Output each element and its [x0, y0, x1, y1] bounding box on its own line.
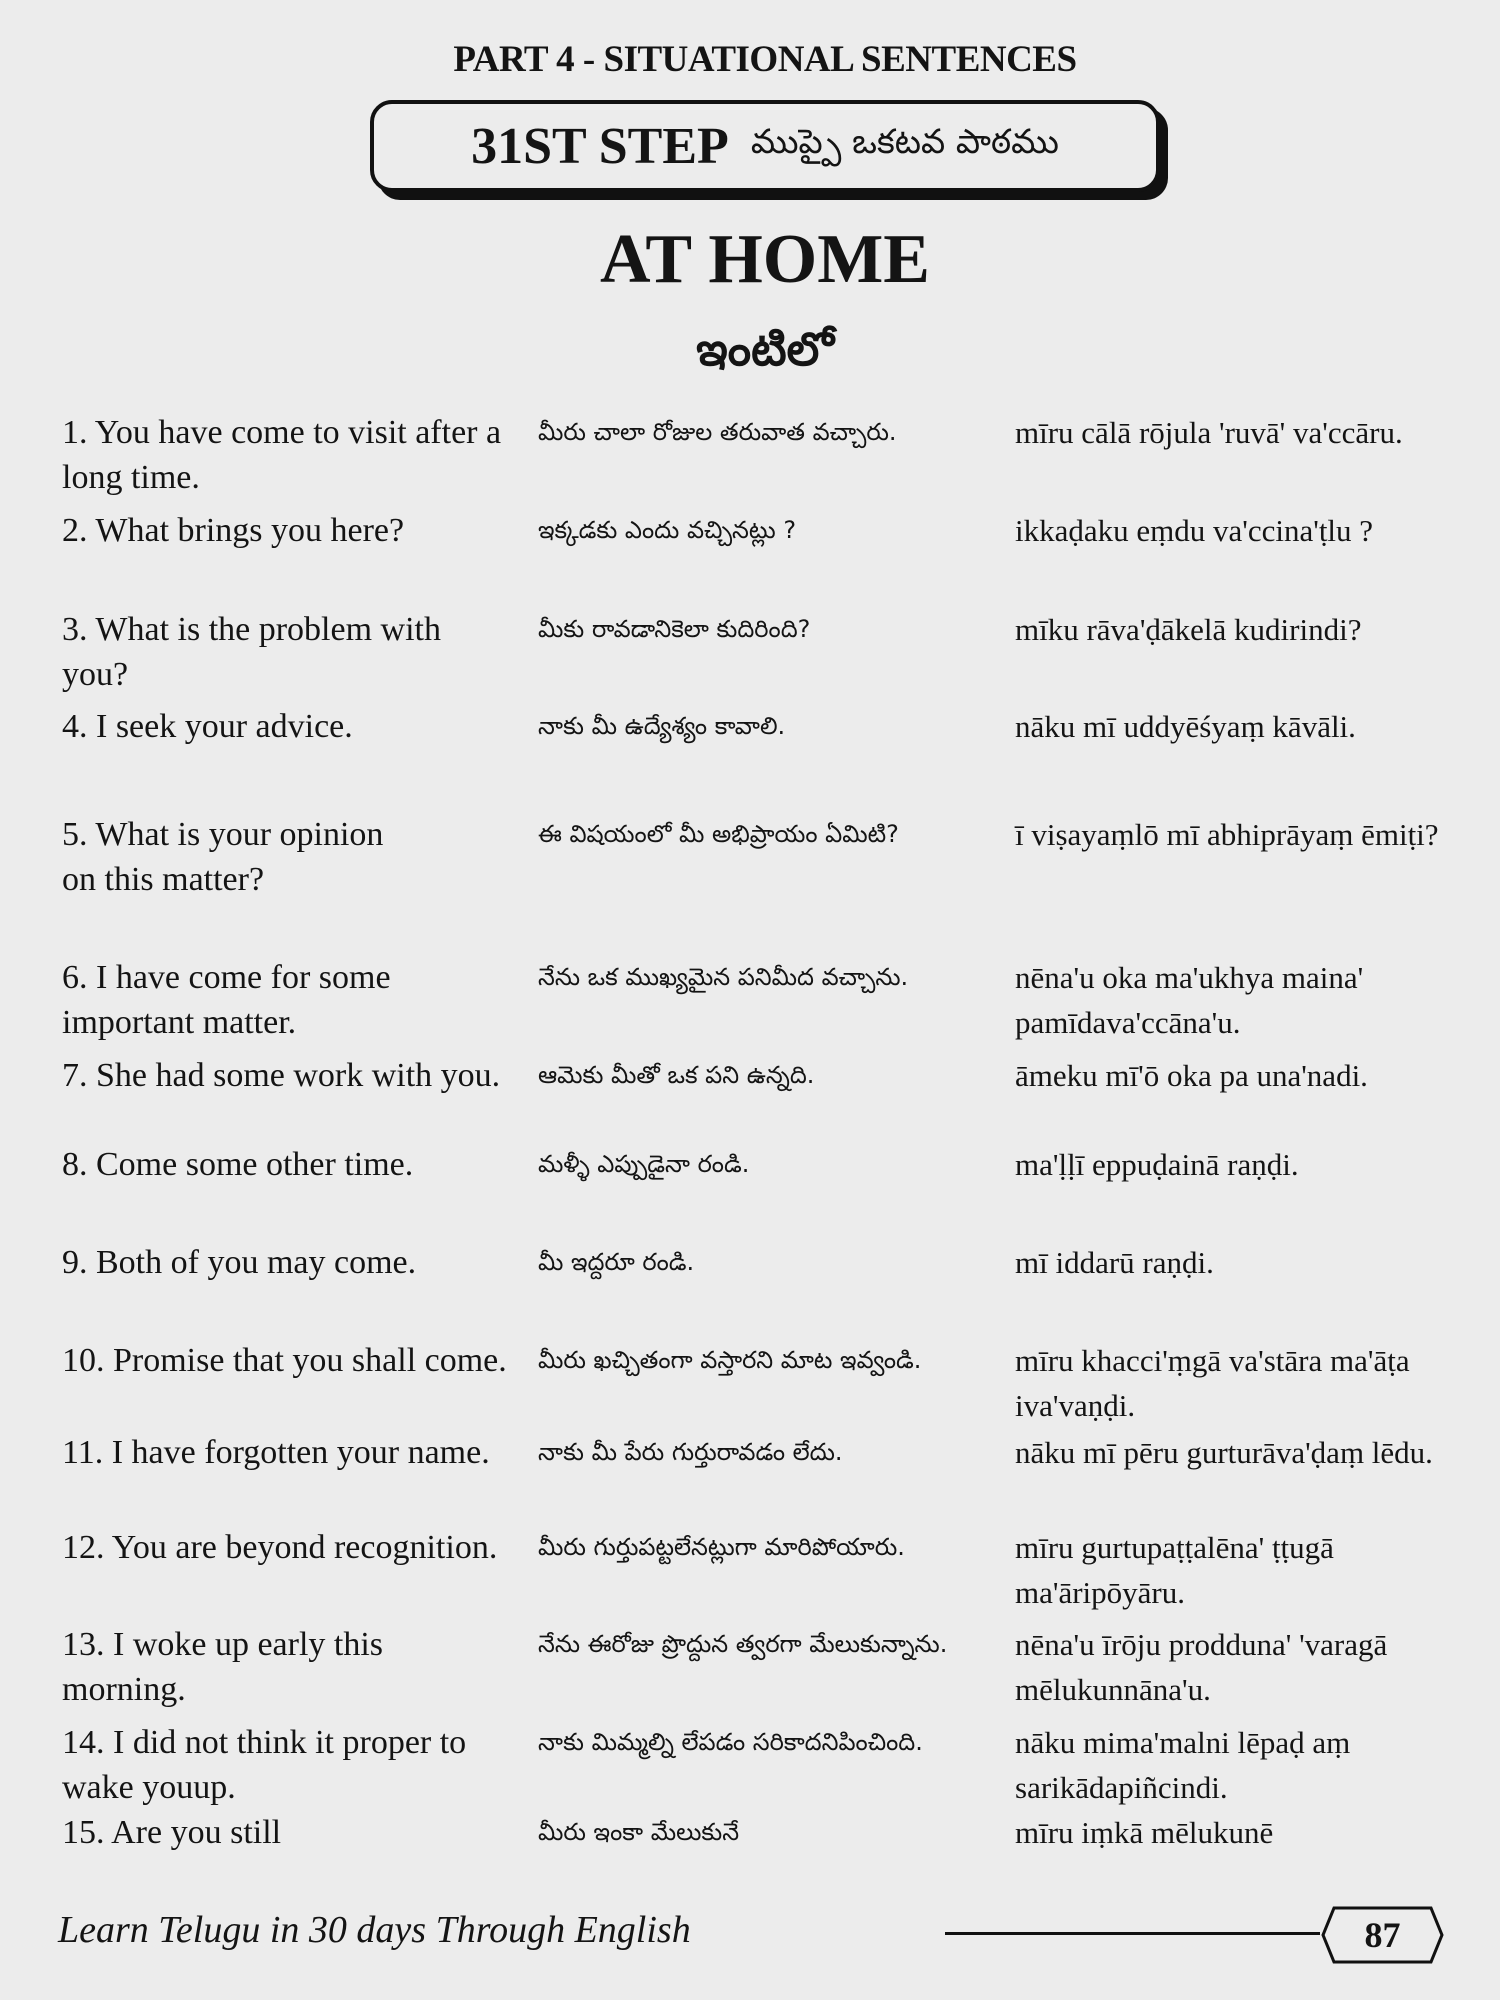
telugu-sentence: మీకు రావడానికెలా కుదిరింది? [538, 615, 811, 643]
english-sentence: 8. Come some other time. [62, 1146, 414, 1183]
english-sentence: 14. I did not think it proper to wake youup. [62, 1724, 467, 1806]
step-label: 31ST STEP [471, 117, 729, 175]
telugu-sentence: నాకు మీ ఉద్యేశ్యం కావాలి. [538, 712, 786, 740]
telugu-sentence: మీరు ఖచ్చితంగా వస్తారని మాట ఇవ్వండి. [538, 1346, 922, 1374]
telugu-sentence: నాకు మీ పేరు గుర్తురావడం లేదు. [538, 1438, 843, 1466]
telugu-sentence: మీరు చాలా రోజుల తరువాత వచ్చారు. [538, 418, 897, 446]
transliteration: mīru cālā rōjula 'ruvā' va'ccāru. [1015, 415, 1403, 450]
transliteration: nāku mima'malni lēpaḍ aṃ sarikādapiñcindi. [1015, 1725, 1351, 1805]
transliteration: ma'ḷḷī eppuḍainā raṇḍi. [1015, 1147, 1299, 1182]
part-title: PART 4 - SITUATIONAL SENTENCES [453, 39, 1077, 80]
english-sentence: 11. I have forgotten your name. [62, 1434, 490, 1471]
transliteration: āmeku mī'ō oka pa una'nadi. [1015, 1058, 1368, 1093]
telugu-sentence: మళ్ళీ ఎప్పుడైనా రండి. [538, 1150, 750, 1178]
transliteration: nēna'u īrōju prodduna' 'varagā mēlukunnāna'u. [1015, 1627, 1388, 1707]
english-sentence: 9. Both of you may come. [62, 1244, 417, 1281]
english-sentence: 10. Promise that you shall come. [62, 1342, 507, 1379]
transliteration: mīru khacci'ṃgā va'stāra ma'āṭa iva'vaṇḍi. [1015, 1343, 1410, 1423]
transliteration: nāku mī pēru gurturāva'ḍaṃ lēdu. [1015, 1435, 1433, 1470]
transliteration: mīru iṃkā mēlukunē [1015, 1815, 1274, 1850]
transliteration: nāku mī uddyēśyaṃ kāvāli. [1015, 709, 1356, 744]
page-title-telugu: ఇంటిలో [696, 322, 834, 376]
english-sentence: 13. I woke up early this morning. [62, 1626, 384, 1708]
english-sentence: 15. Are you still [62, 1814, 282, 1851]
footer-divider [945, 1932, 1320, 1935]
page-number [1320, 1905, 1445, 1965]
telugu-sentence: మీ ఇద్దరూ రండి. [538, 1248, 695, 1276]
english-sentence: 5. What is your opinion on this matter? [62, 816, 384, 898]
transliteration: mī iddarū raṇḍi. [1015, 1245, 1214, 1280]
telugu-sentence: మీరు ఇంకా మేలుకునే [538, 1818, 740, 1846]
transliteration: ī viṣayaṃlō mī abhiprāyaṃ ēmiṭi? [1015, 817, 1439, 852]
telugu-sentence: నేను ఈరోజు ప్రొద్దున త్వరగా మేలుకున్నాను. [538, 1630, 948, 1658]
transliteration: mīru gurtupaṭṭalēna' ṭṭugā ma'āripōyāru. [1015, 1530, 1334, 1610]
page-title: AT HOME [600, 221, 930, 298]
transliteration: ikkaḍaku eṃdu va'ccina'ṭlu ? [1015, 513, 1374, 548]
step-label-telugu: ముప్పై ఒకటవ పాఠము [750, 122, 1059, 162]
english-sentence: 1. You have come to visit after a long time. [62, 414, 502, 496]
english-sentence: 7. She had some work with you. [62, 1057, 501, 1094]
transliteration: nēna'u oka ma'ukhya maina' pamīdava'ccāna'u. [1015, 960, 1364, 1040]
telugu-sentence: ఈ విషయంలో మీ అభిప్రాయం ఏమిటి? [538, 820, 899, 848]
telugu-sentence: మీరు గుర్తుపట్టలేనట్లుగా మారిపోయారు. [538, 1533, 905, 1561]
english-sentence: 6. I have come for some important matter. [62, 959, 391, 1041]
english-sentence: 2. What brings you here? [62, 512, 405, 549]
book-title: Learn Telugu in 30 days Through English [58, 1909, 691, 1951]
step-box [370, 100, 1160, 192]
english-sentence: 4. I seek your advice. [62, 708, 353, 745]
english-sentence: 12. You are beyond recognition. [62, 1529, 498, 1566]
english-sentence: 3. What is the problem with you? [62, 611, 441, 693]
page-number-text: 87 [1364, 1915, 1401, 1955]
telugu-sentence: ఆమెకు మీతో ఒక పని ఉన్నది. [538, 1061, 815, 1089]
telugu-sentence: ఇక్కడకు ఎందు వచ్చినట్లు ? [538, 516, 797, 544]
telugu-sentence: నాకు మిమ్మల్ని లేపడం సరికాదనిపించింది. [538, 1728, 923, 1756]
transliteration: mīku rāva'ḍākelā kudirindi? [1015, 612, 1362, 647]
telugu-sentence: నేను ఒక ముఖ్యమైన పనిమీద వచ్చాను. [538, 963, 909, 991]
